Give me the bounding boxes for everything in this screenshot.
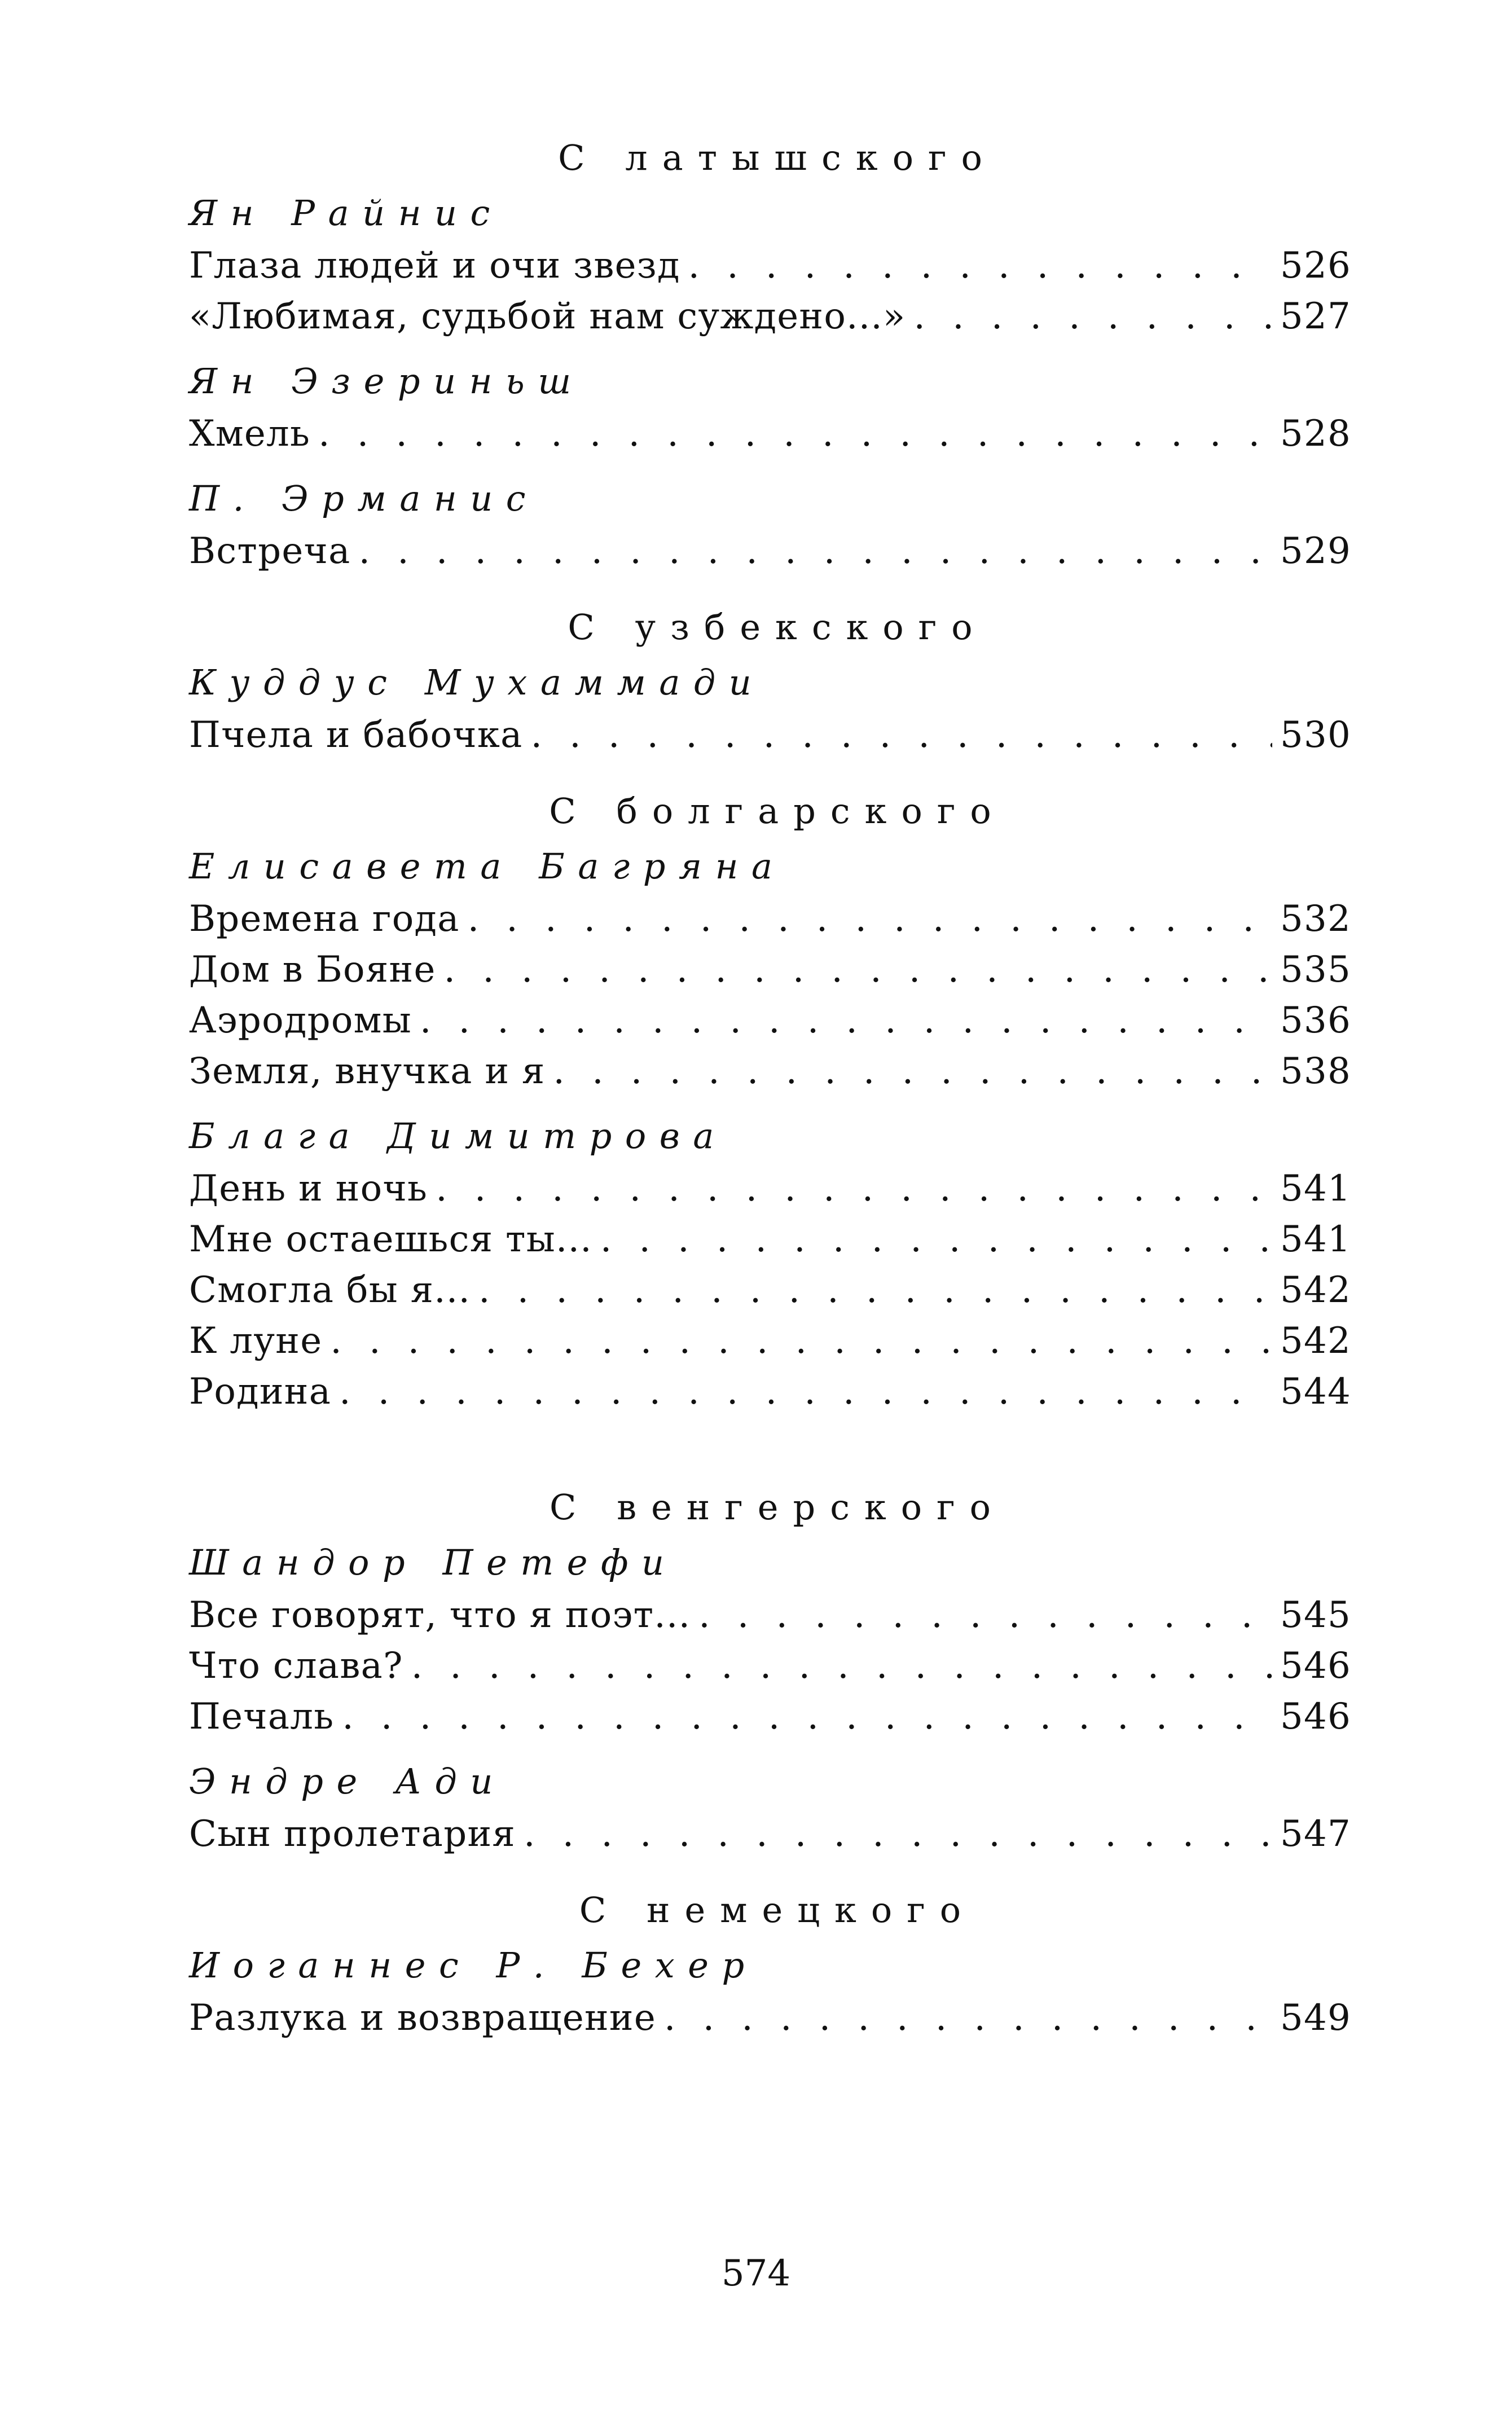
- toc-entry[interactable]: [189, 995, 1351, 1046]
- section: [189, 599, 1351, 760]
- entry-page-number: 529: [1280, 530, 1351, 572]
- dot-leader: [688, 240, 1272, 291]
- toc-entry[interactable]: [189, 1641, 1351, 1691]
- entry-page-number: 535: [1280, 949, 1351, 991]
- author-name: Шандор Петефи: [189, 1542, 678, 1583]
- entry-page-number: 526: [1280, 245, 1351, 287]
- section-title: С узбекского: [568, 606, 987, 648]
- dot-leader: [420, 995, 1272, 1046]
- entry-page-number: 547: [1280, 1813, 1351, 1855]
- author-name: Ян Райнис: [189, 192, 503, 234]
- entry-page-number: 528: [1280, 413, 1351, 455]
- dot-leader: [318, 408, 1272, 459]
- entry-title: Хмель: [189, 413, 311, 455]
- entry-page-number: 544: [1280, 1371, 1351, 1413]
- entry-page-number: 546: [1280, 1645, 1351, 1687]
- toc-entry[interactable]: [189, 1691, 1351, 1742]
- toc-entry[interactable]: [189, 240, 1351, 291]
- entry-page-number: 549: [1280, 1997, 1351, 2039]
- toc-entry[interactable]: [189, 291, 1351, 342]
- entry-page-number: 527: [1280, 296, 1351, 337]
- toc-entry[interactable]: [189, 1809, 1351, 1859]
- entry-title: Дом в Бояне: [189, 949, 436, 991]
- section: [189, 130, 1351, 577]
- section: [189, 1479, 1351, 1859]
- section-title: С латышского: [558, 137, 997, 178]
- entry-page-number: 541: [1280, 1219, 1351, 1260]
- entry-title: Родина: [189, 1371, 332, 1413]
- dot-leader: [342, 1691, 1272, 1742]
- dot-leader: [600, 1214, 1272, 1265]
- dot-leader: [444, 944, 1272, 995]
- entry-page-number: 545: [1280, 1594, 1351, 1636]
- author-name: Елисавета Багряна: [189, 846, 786, 887]
- entry-page-number: 538: [1280, 1050, 1351, 1092]
- section: [189, 1882, 1351, 2043]
- entry-title: Глаза людей и очи звезд: [189, 245, 680, 287]
- entry-page-number: 541: [1280, 1168, 1351, 1210]
- entry-title: Разлука и возвращение: [189, 1997, 657, 2039]
- author-name: П. Эрманис: [189, 478, 539, 519]
- author-name: Эндре Ади: [189, 1761, 506, 1802]
- section-title: С болгарского: [549, 790, 1006, 832]
- dot-leader: [524, 1809, 1272, 1859]
- toc-entry[interactable]: [189, 408, 1351, 459]
- entry-title: Смогла бы я...: [189, 1269, 471, 1311]
- toc-entry[interactable]: [189, 894, 1351, 944]
- entry-title: Земля, внучка и я: [189, 1050, 546, 1092]
- toc-entry[interactable]: [189, 944, 1351, 995]
- dot-leader: [411, 1641, 1272, 1691]
- dot-leader: [468, 894, 1272, 944]
- toc-entry[interactable]: [189, 1046, 1351, 1097]
- dot-leader: [698, 1590, 1272, 1641]
- entry-title: Времена года: [189, 898, 460, 940]
- author-name: Блага Димитрова: [189, 1115, 727, 1157]
- entry-title: Встреча: [189, 530, 351, 572]
- entry-title: Пчела и бабочка: [189, 714, 523, 756]
- toc-entry[interactable]: [189, 1316, 1351, 1366]
- dot-leader: [339, 1366, 1272, 1417]
- toc-entry[interactable]: [189, 1265, 1351, 1316]
- entry-title: Что слава?: [189, 1645, 403, 1687]
- toc-entry[interactable]: [189, 1366, 1351, 1417]
- entry-title: Мне остаешься ты...: [189, 1219, 592, 1260]
- toc-entry[interactable]: [189, 1214, 1351, 1265]
- author-name: Иоганнес Р. Бехер: [189, 1945, 758, 1986]
- toc-entry[interactable]: [189, 526, 1351, 577]
- page-number: 574: [721, 2253, 791, 2294]
- section-title: С немецкого: [579, 1889, 976, 1931]
- toc-entry[interactable]: [189, 1993, 1351, 2043]
- entry-title: Аэродромы: [189, 1000, 412, 1041]
- toc-entry[interactable]: [189, 1590, 1351, 1641]
- entry-title: Печаль: [189, 1696, 335, 1738]
- dot-leader: [553, 1046, 1272, 1097]
- toc-entry[interactable]: [189, 1163, 1351, 1214]
- dot-leader: [478, 1265, 1272, 1316]
- entry-title: К луне: [189, 1320, 323, 1362]
- entry-page-number: 546: [1280, 1696, 1351, 1738]
- table-of-contents: [189, 130, 1351, 2043]
- entry-page-number: 530: [1280, 714, 1351, 756]
- entry-title: Все говорят, что я поэт...: [189, 1594, 691, 1636]
- entry-page-number: 532: [1280, 898, 1351, 940]
- dot-leader: [664, 1993, 1272, 2043]
- entry-page-number: 542: [1280, 1320, 1351, 1362]
- entry-title: Сын пролетария: [189, 1813, 516, 1855]
- author-name: Куддус Мухаммади: [189, 662, 765, 703]
- entry-title: День и ночь: [189, 1168, 428, 1210]
- dot-leader: [436, 1163, 1272, 1214]
- section: [189, 783, 1351, 1417]
- entry-title: «Любимая, судьбой нам суждено...»: [189, 296, 906, 337]
- dot-leader: [359, 526, 1272, 577]
- entry-page-number: 542: [1280, 1269, 1351, 1311]
- author-name: Ян Эзериньш: [189, 360, 584, 402]
- entry-page-number: 536: [1280, 1000, 1351, 1041]
- toc-entry[interactable]: [189, 710, 1351, 760]
- section-title: С венгерского: [549, 1487, 1006, 1528]
- dot-leader: [531, 710, 1272, 760]
- dot-leader: [914, 291, 1273, 342]
- dot-leader: [330, 1316, 1272, 1366]
